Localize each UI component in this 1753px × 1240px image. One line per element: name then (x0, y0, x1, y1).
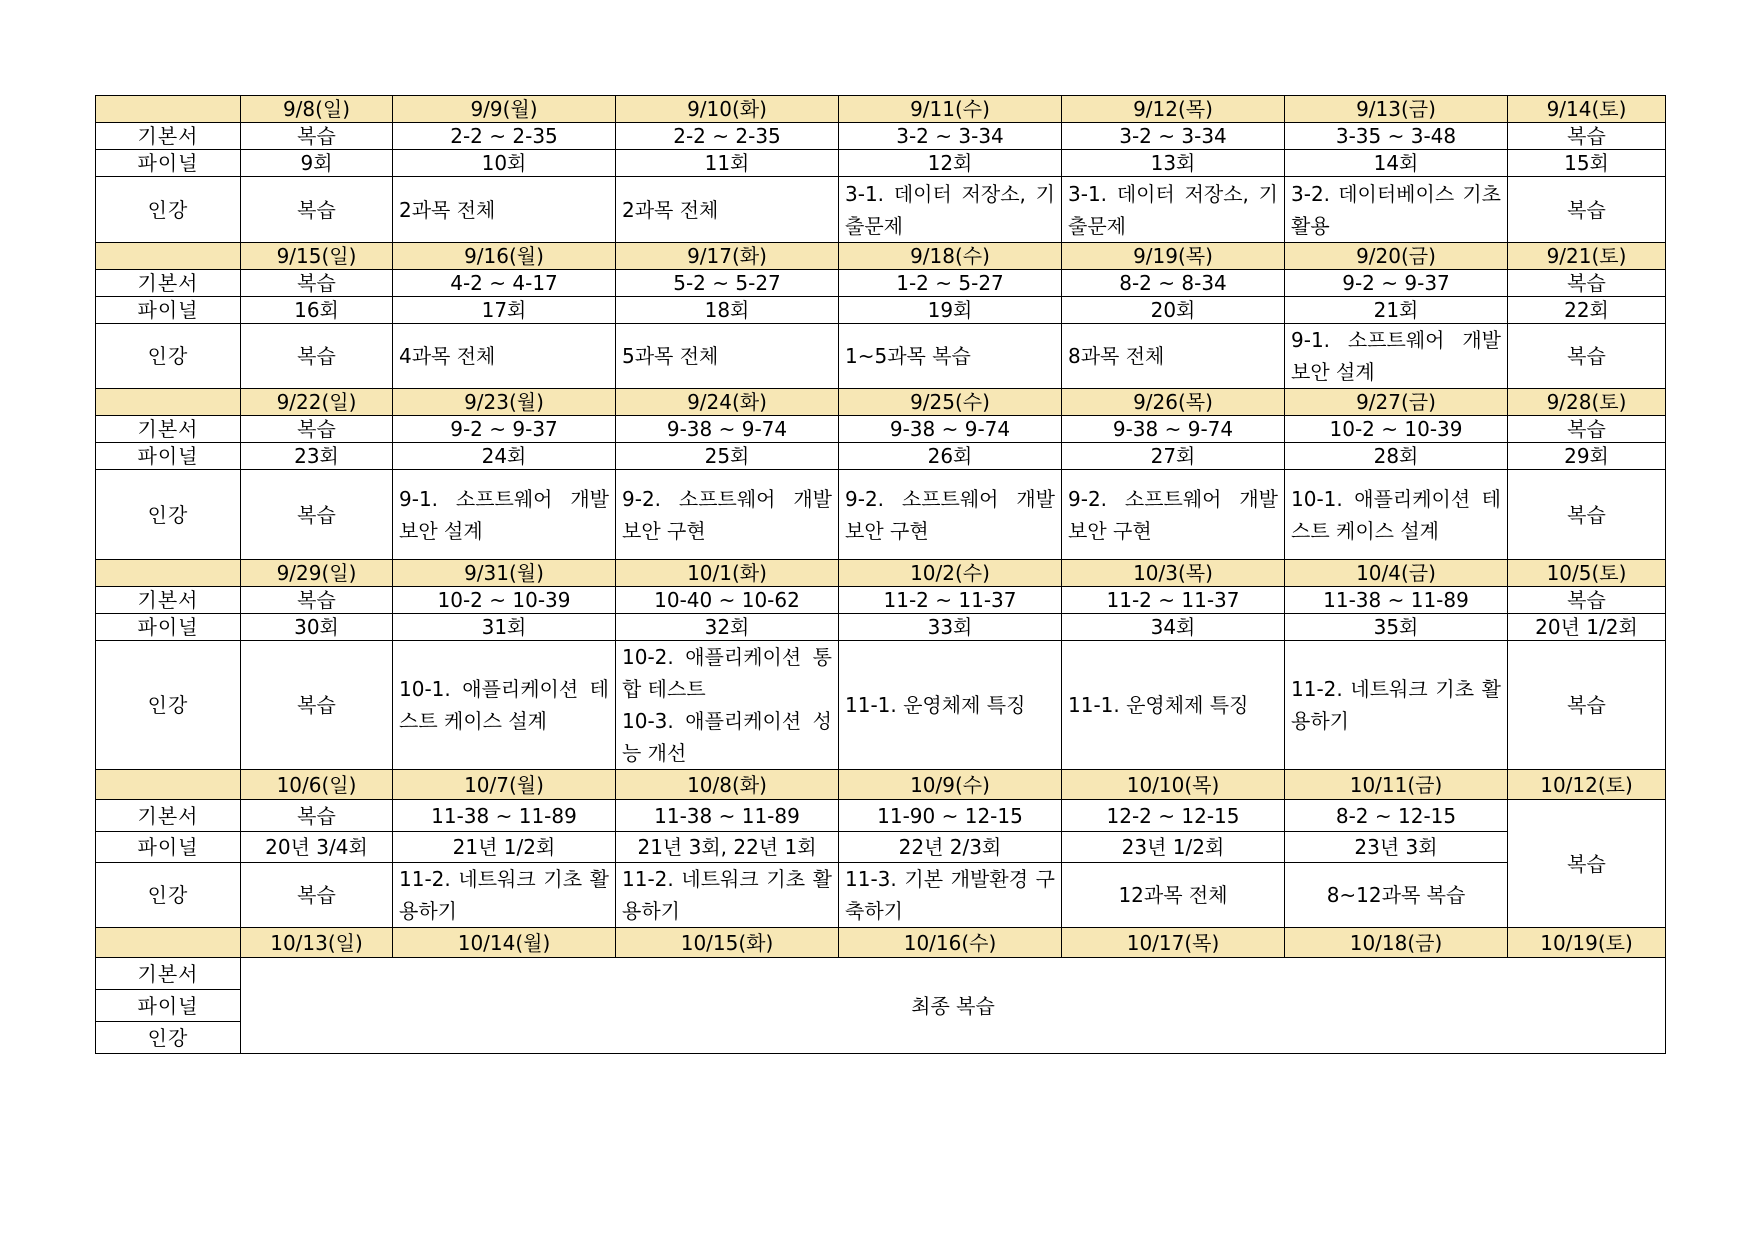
lecture-row (96, 863, 1666, 928)
row-label-final: 파이널 (96, 990, 241, 1022)
book-cell: 복습 (241, 800, 393, 832)
final-cell: 33회 (839, 614, 1062, 641)
book-cell: 11-38 ~ 11-89 (1285, 587, 1508, 614)
row-label-book: 기본서 (96, 800, 241, 832)
final-cell: 23년 3회 (1285, 832, 1508, 863)
date-cell: 9/9(월) (393, 96, 616, 123)
book-cell: 10-40 ~ 10-62 (616, 587, 839, 614)
date-cell: 9/24(화) (616, 389, 839, 416)
final-cell: 31회 (393, 614, 616, 641)
header-blank-cell (96, 389, 241, 416)
date-cell: 10/17(목) (1062, 928, 1285, 958)
date-cell: 10/6(일) (241, 770, 393, 800)
book-cell: 복습 (241, 123, 393, 150)
final-cell: 13회 (1062, 150, 1285, 177)
date-cell: 9/14(토) (1508, 96, 1666, 123)
book-cell: 3-2 ~ 3-34 (1062, 123, 1285, 150)
book-cell: 1-2 ~ 5-27 (839, 270, 1062, 297)
date-cell: 10/8(화) (616, 770, 839, 800)
date-cell: 9/13(금) (1285, 96, 1508, 123)
date-cell: 10/9(수) (839, 770, 1062, 800)
final-cell: 21년 1/2회 (393, 832, 616, 863)
book-cell: 복습 (1508, 416, 1666, 443)
row-label-final: 파이널 (96, 150, 241, 177)
lecture-cell: 11-3. 기본 개발환경 구축하기 (839, 863, 1062, 928)
book-cell: 11-2 ~ 11-37 (1062, 587, 1285, 614)
date-cell: 10/15(화) (616, 928, 839, 958)
date-cell: 10/3(목) (1062, 560, 1285, 587)
book-cell: 11-2 ~ 11-37 (839, 587, 1062, 614)
book-row (96, 800, 1666, 832)
final-cell: 15회 (1508, 150, 1666, 177)
final-cell: 23년 1/2회 (1062, 832, 1285, 863)
lecture-cell: 복습 (1508, 641, 1666, 770)
lecture-cell: 복습 (1508, 470, 1666, 560)
book-cell: 2-2 ~ 2-35 (393, 123, 616, 150)
lecture-cell: 10-1. 애플리케이션 테스트 케이스 설계 (1285, 470, 1508, 560)
final-cell: 20년 1/2회 (1508, 614, 1666, 641)
book-cell: 2-2 ~ 2-35 (616, 123, 839, 150)
row-label-lecture: 인강 (96, 1022, 241, 1054)
date-cell: 9/19(목) (1062, 243, 1285, 270)
date-cell: 10/14(월) (393, 928, 616, 958)
header-blank-cell (96, 560, 241, 587)
saturday-merged-cell: 복습 (1508, 800, 1666, 928)
final-cell: 14회 (1285, 150, 1508, 177)
final-cell: 11회 (616, 150, 839, 177)
lecture-cell: 복습 (241, 863, 393, 928)
date-cell: 9/21(토) (1508, 243, 1666, 270)
row-label-book: 기본서 (96, 416, 241, 443)
book-cell: 11-90 ~ 12-15 (839, 800, 1062, 832)
date-cell: 10/16(수) (839, 928, 1062, 958)
lecture-cell: 11-2. 네트워크 기초 활용하기 (393, 863, 616, 928)
date-header-row (96, 770, 1666, 800)
date-cell: 9/26(목) (1062, 389, 1285, 416)
header-blank-cell (96, 243, 241, 270)
lecture-cell: 10-2. 애플리케이션 통합 테스트 10-3. 애플리케이션 성능 개선 (616, 641, 839, 770)
row-label-final: 파이널 (96, 443, 241, 470)
book-cell: 9-2 ~ 9-37 (1285, 270, 1508, 297)
date-cell: 9/22(일) (241, 389, 393, 416)
final-cell: 30회 (241, 614, 393, 641)
row-label-lecture: 인강 (96, 177, 241, 243)
lecture-cell: 11-1. 운영체제 특징 (839, 641, 1062, 770)
date-cell: 10/1(화) (616, 560, 839, 587)
final-cell: 23회 (241, 443, 393, 470)
book-cell: 복습 (241, 270, 393, 297)
final-cell: 29회 (1508, 443, 1666, 470)
book-cell: 8-2 ~ 12-15 (1285, 800, 1508, 832)
book-cell: 11-38 ~ 11-89 (393, 800, 616, 832)
final-cell: 28회 (1285, 443, 1508, 470)
row-label-book: 기본서 (96, 270, 241, 297)
lecture-cell: 복습 (1508, 324, 1666, 389)
final-cell: 19회 (839, 297, 1062, 324)
final-cell: 22회 (1508, 297, 1666, 324)
final-cell: 34회 (1062, 614, 1285, 641)
final-cell: 18회 (616, 297, 839, 324)
date-cell: 9/16(월) (393, 243, 616, 270)
date-cell: 9/17(화) (616, 243, 839, 270)
book-cell: 9-38 ~ 9-74 (839, 416, 1062, 443)
date-cell: 10/10(목) (1062, 770, 1285, 800)
date-cell: 9/23(월) (393, 389, 616, 416)
row-label-lecture: 인강 (96, 863, 241, 928)
book-cell: 복습 (241, 416, 393, 443)
book-cell: 3-35 ~ 3-48 (1285, 123, 1508, 150)
book-cell: 4-2 ~ 4-17 (393, 270, 616, 297)
final-review-merged-cell: 최종 복습 (241, 958, 1666, 1054)
lecture-cell: 복습 (1508, 177, 1666, 243)
final-row (96, 614, 1666, 641)
final-row (96, 832, 1666, 863)
date-cell: 9/31(월) (393, 560, 616, 587)
date-cell: 10/11(금) (1285, 770, 1508, 800)
final-cell: 20회 (1062, 297, 1285, 324)
final-cell: 32회 (616, 614, 839, 641)
header-blank-cell (96, 770, 241, 800)
book-row (96, 270, 1666, 297)
lecture-cell: 2과목 전체 (616, 177, 839, 243)
date-cell: 10/13(일) (241, 928, 393, 958)
row-label-book: 기본서 (96, 123, 241, 150)
date-cell: 10/18(금) (1285, 928, 1508, 958)
date-cell: 10/4(금) (1285, 560, 1508, 587)
book-cell: 3-2 ~ 3-34 (839, 123, 1062, 150)
final-row (96, 443, 1666, 470)
date-header-row (96, 928, 1666, 958)
lecture-cell: 11-1. 운영체제 특징 (1062, 641, 1285, 770)
final-cell: 26회 (839, 443, 1062, 470)
row-label-final: 파이널 (96, 297, 241, 324)
date-cell: 10/7(월) (393, 770, 616, 800)
final-cell: 17회 (393, 297, 616, 324)
book-cell: 9-2 ~ 9-37 (393, 416, 616, 443)
lecture-cell: 4과목 전체 (393, 324, 616, 389)
lecture-cell: 3-1. 데이터 저장소, 기출문제 (839, 177, 1062, 243)
lecture-cell: 복습 (241, 324, 393, 389)
lecture-cell: 3-1. 데이터 저장소, 기출문제 (1062, 177, 1285, 243)
lecture-cell: 5과목 전체 (616, 324, 839, 389)
lecture-cell: 복습 (241, 177, 393, 243)
lecture-cell: 9-2. 소프트웨어 개발 보안 구현 (616, 470, 839, 560)
final-cell: 35회 (1285, 614, 1508, 641)
final-cell: 27회 (1062, 443, 1285, 470)
final-cell: 9회 (241, 150, 393, 177)
row-label-book: 기본서 (96, 958, 241, 990)
book-cell: 8-2 ~ 8-34 (1062, 270, 1285, 297)
header-blank-cell (96, 928, 241, 958)
lecture-cell: 11-2. 네트워크 기초 활용하기 (1285, 641, 1508, 770)
final-cell: 22년 2/3회 (839, 832, 1062, 863)
date-cell: 9/15(일) (241, 243, 393, 270)
book-cell: 9-38 ~ 9-74 (1062, 416, 1285, 443)
row-label-lecture: 인강 (96, 641, 241, 770)
final-cell: 25회 (616, 443, 839, 470)
book-row (96, 587, 1666, 614)
lecture-row (96, 324, 1666, 389)
row-label-lecture: 인강 (96, 470, 241, 560)
lecture-cell: 10-1. 애플리케이션 테스트 케이스 설계 (393, 641, 616, 770)
final-cell: 24회 (393, 443, 616, 470)
study-schedule-table (95, 95, 1666, 1054)
book-cell: 10-2 ~ 10-39 (1285, 416, 1508, 443)
final-cell: 10회 (393, 150, 616, 177)
final-cell: 12회 (839, 150, 1062, 177)
book-row (96, 416, 1666, 443)
lecture-cell: 2과목 전체 (393, 177, 616, 243)
date-cell: 9/20(금) (1285, 243, 1508, 270)
final-cell: 20년 3/4회 (241, 832, 393, 863)
lecture-cell: 9-2. 소프트웨어 개발 보안 구현 (839, 470, 1062, 560)
header-blank-cell (96, 96, 241, 123)
row-label-final: 파이널 (96, 614, 241, 641)
date-header-row (96, 96, 1666, 123)
final-cell: 21회 (1285, 297, 1508, 324)
book-cell: 10-2 ~ 10-39 (393, 587, 616, 614)
date-cell: 9/28(토) (1508, 389, 1666, 416)
book-cell: 11-38 ~ 11-89 (616, 800, 839, 832)
book-cell: 5-2 ~ 5-27 (616, 270, 839, 297)
date-cell: 9/29(일) (241, 560, 393, 587)
row-label-final: 파이널 (96, 832, 241, 863)
final-cell: 21년 3회, 22년 1회 (616, 832, 839, 863)
book-row (96, 123, 1666, 150)
final-row (96, 150, 1666, 177)
lecture-cell: 3-2. 데이터베이스 기초 활용 (1285, 177, 1508, 243)
date-header-row (96, 243, 1666, 270)
date-header-row (96, 560, 1666, 587)
date-cell: 9/8(일) (241, 96, 393, 123)
lecture-cell: 복습 (241, 641, 393, 770)
book-cell: 복습 (1508, 123, 1666, 150)
book-cell: 9-38 ~ 9-74 (616, 416, 839, 443)
lecture-row (96, 641, 1666, 770)
date-cell: 9/10(화) (616, 96, 839, 123)
row-label-book: 기본서 (96, 587, 241, 614)
date-cell: 9/12(목) (1062, 96, 1285, 123)
date-cell: 10/5(토) (1508, 560, 1666, 587)
row-label-lecture: 인강 (96, 324, 241, 389)
date-cell: 9/27(금) (1285, 389, 1508, 416)
book-cell: 복습 (241, 587, 393, 614)
date-header-row (96, 389, 1666, 416)
date-cell: 9/25(수) (839, 389, 1062, 416)
lecture-cell: 11-2. 네트워크 기초 활용하기 (616, 863, 839, 928)
final-cell: 16회 (241, 297, 393, 324)
date-cell: 10/19(토) (1508, 928, 1666, 958)
lecture-cell: 12과목 전체 (1062, 863, 1285, 928)
book-row (96, 958, 1666, 990)
date-cell: 9/18(수) (839, 243, 1062, 270)
date-cell: 10/2(수) (839, 560, 1062, 587)
lecture-cell: 9-1. 소프트웨어 개발 보안 설계 (393, 470, 616, 560)
book-cell: 복습 (1508, 270, 1666, 297)
date-cell: 10/12(토) (1508, 770, 1666, 800)
final-row (96, 297, 1666, 324)
lecture-row (96, 470, 1666, 560)
lecture-cell: 1~5과목 복습 (839, 324, 1062, 389)
lecture-cell: 복습 (241, 470, 393, 560)
lecture-cell: 8과목 전체 (1062, 324, 1285, 389)
book-cell: 12-2 ~ 12-15 (1062, 800, 1285, 832)
lecture-cell: 8~12과목 복습 (1285, 863, 1508, 928)
date-cell: 9/11(수) (839, 96, 1062, 123)
lecture-cell: 9-1. 소프트웨어 개발 보안 설계 (1285, 324, 1508, 389)
lecture-cell: 9-2. 소프트웨어 개발 보안 구현 (1062, 470, 1285, 560)
lecture-row (96, 177, 1666, 243)
book-cell: 복습 (1508, 587, 1666, 614)
